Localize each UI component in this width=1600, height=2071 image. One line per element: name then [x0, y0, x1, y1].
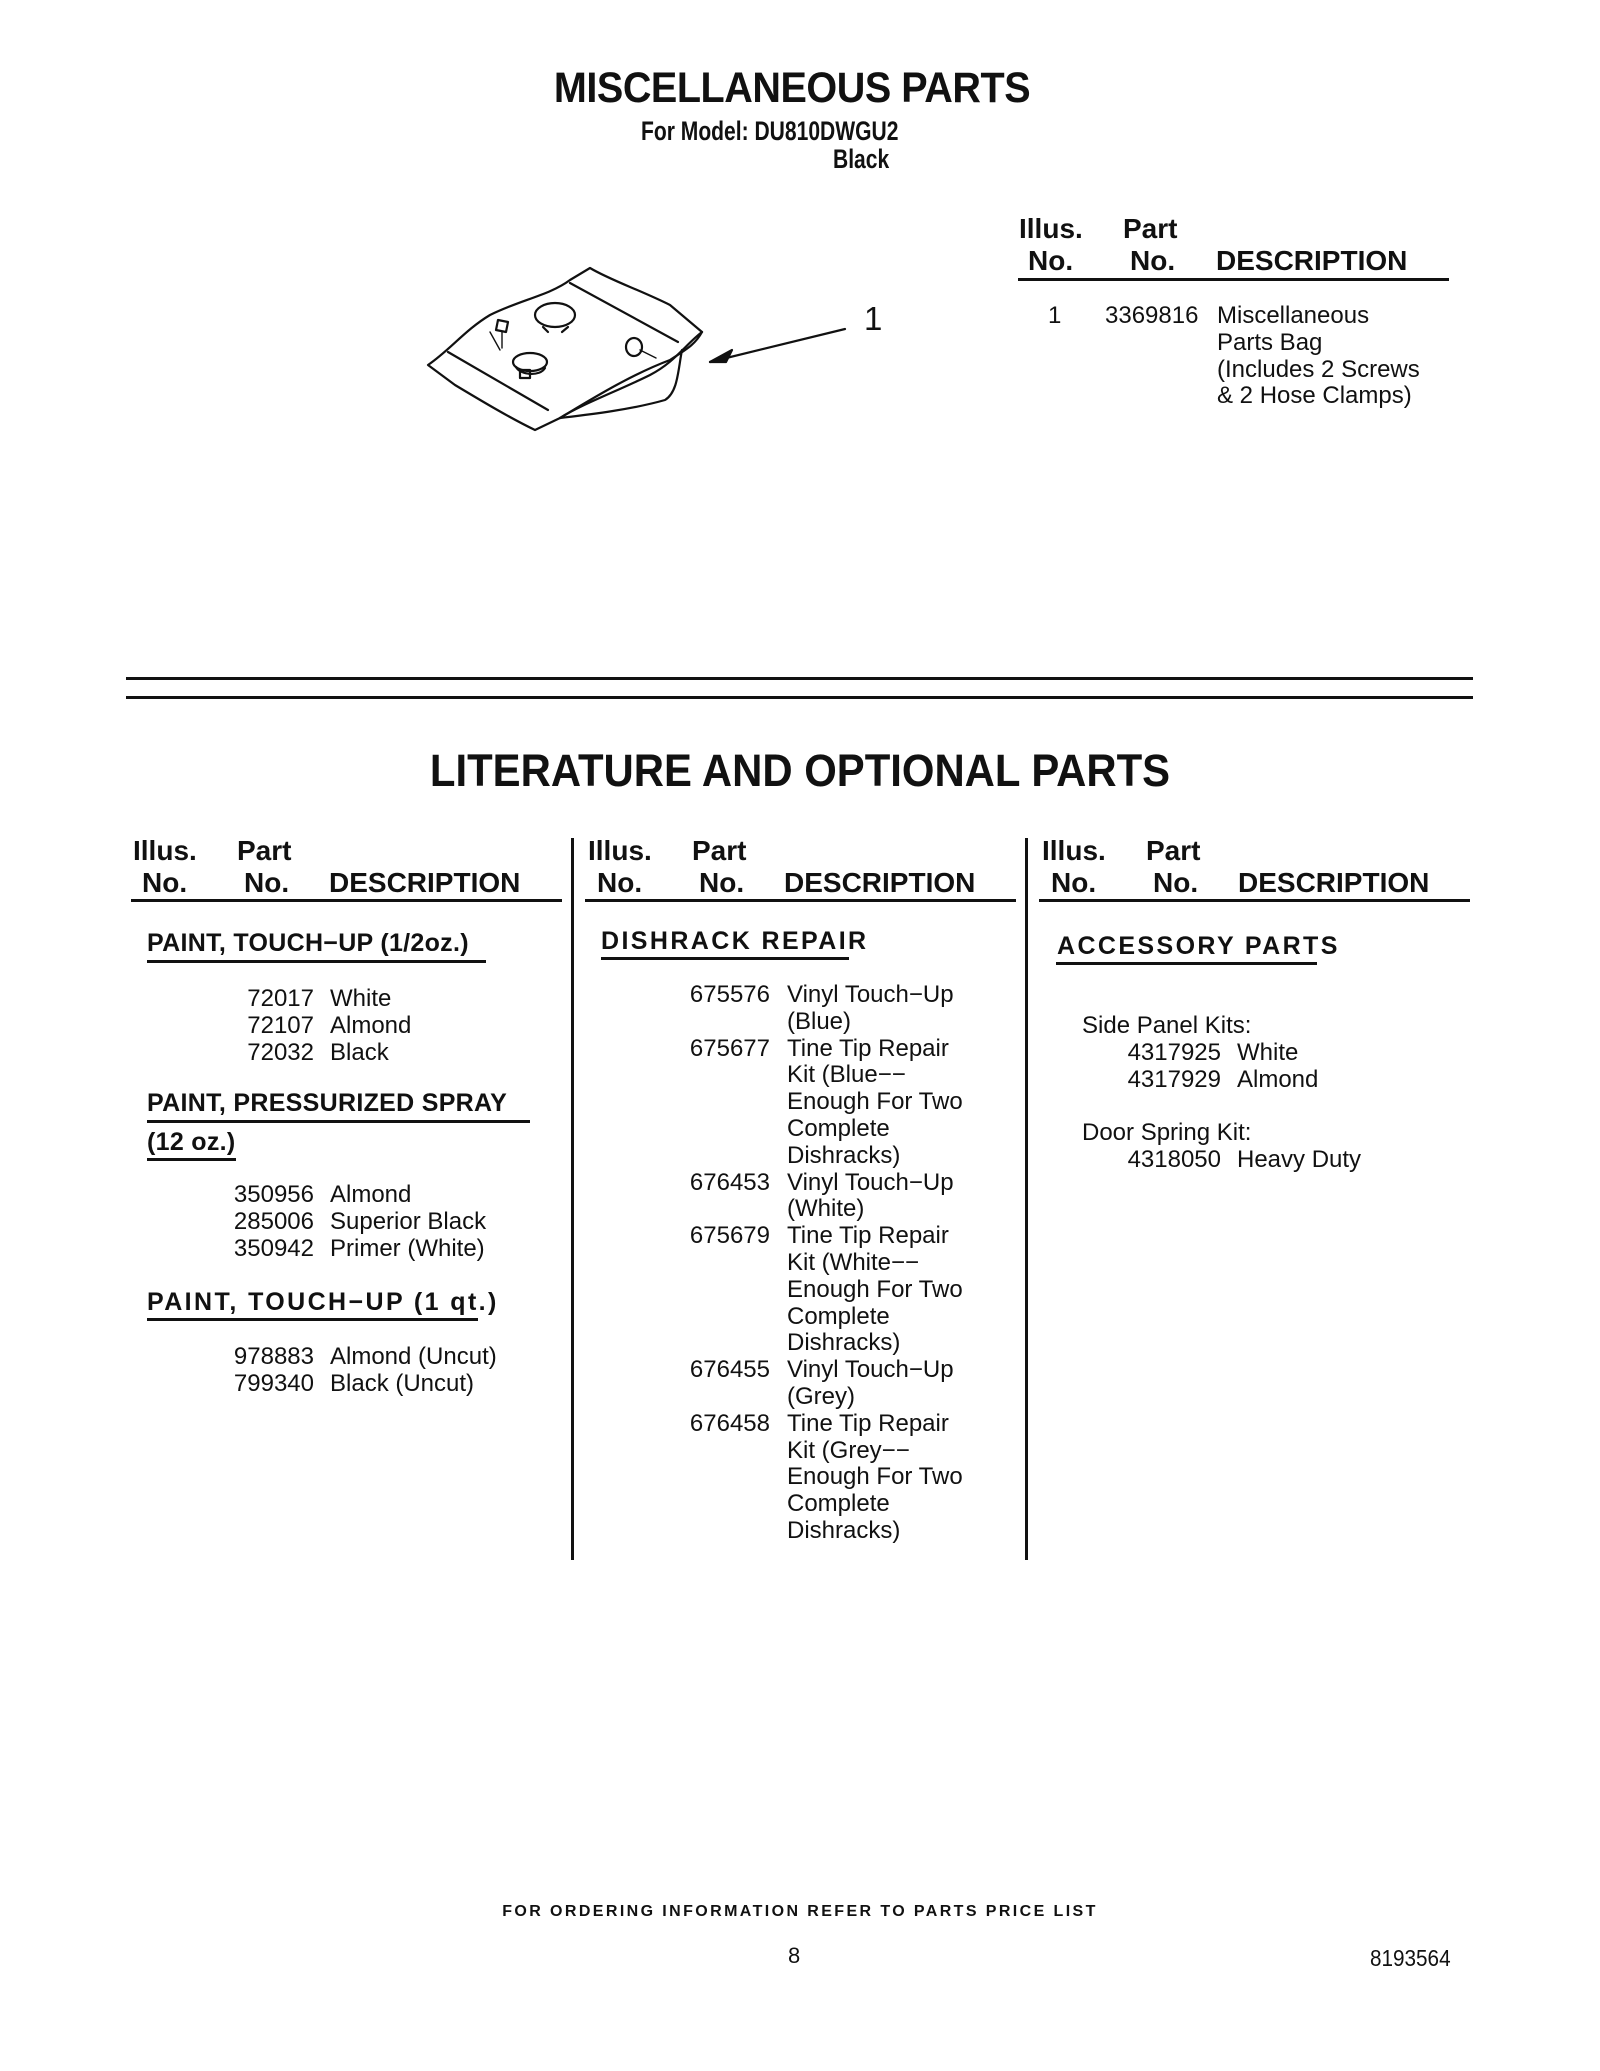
col-header-illus: Illus.	[133, 835, 197, 866]
col-header-illus: Illus.	[1019, 213, 1083, 244]
group-label-side-panel-kits: Side Panel Kits:	[1082, 1012, 1252, 1039]
part-description	[787, 1036, 963, 1170]
part-number: 676458	[689, 1409, 770, 1437]
part-number: 350956	[233, 1181, 314, 1208]
col-header-description: DESCRIPTION	[329, 867, 521, 898]
heading-underline	[147, 960, 486, 963]
part-number: 72017	[247, 985, 314, 1012]
description-line: Parts Bag	[1217, 328, 1323, 356]
part-number: 285006	[233, 1207, 314, 1235]
col-header-part: Part	[692, 835, 747, 866]
part-description	[787, 1223, 963, 1357]
part-number: 799340	[233, 1369, 314, 1397]
list-item	[228, 1344, 497, 1371]
misc-description	[1217, 303, 1420, 410]
description-line: Complete	[787, 1114, 890, 1142]
part-number: 676455	[689, 1356, 770, 1384]
col1-header-rule	[131, 899, 562, 902]
description-line: Vinyl Touch−Up	[787, 1168, 954, 1196]
model-color: Black	[833, 144, 890, 174]
parts-list-touchup-half-oz	[228, 986, 411, 1066]
list-item	[1125, 1067, 1318, 1094]
col-header-description: DESCRIPTION	[1216, 245, 1408, 276]
col2-header-rule	[585, 899, 1016, 902]
part-number: 4317929	[1127, 1065, 1221, 1093]
description-line: Kit (White−−	[787, 1248, 920, 1276]
col3-header-rule	[1039, 899, 1470, 902]
part-description	[787, 1170, 954, 1224]
description-line: Dishracks)	[787, 1141, 901, 1169]
part-number: 4317925	[1127, 1039, 1221, 1066]
col-header-illus: Illus.	[1042, 835, 1106, 866]
section-heading-touchup-half-oz: PAINT, TOUCH−UP (1/2oz.)	[147, 929, 469, 957]
ordering-note: FOR ORDERING INFORMATION REFER TO PARTS PRICE LIST	[502, 1903, 1098, 1920]
parts-bag-illustration	[410, 250, 900, 450]
section-heading-touchup-quart: PAINT, TOUCH−UP (1 qt.)	[147, 1288, 499, 1316]
parts-list-door-spring-kit	[1125, 1147, 1361, 1174]
description-line: Kit (Grey−−	[787, 1436, 910, 1464]
parts-list-touchup-quart	[228, 1344, 497, 1398]
list-item	[228, 986, 411, 1013]
description-line: (Includes 2 Screws	[1217, 355, 1420, 383]
part-description: White	[330, 985, 392, 1012]
parts-list-dishrack-repair	[674, 982, 963, 1545]
misc-part-no: 3369816	[1105, 302, 1199, 329]
description-line: Kit (Blue−−	[787, 1061, 906, 1089]
section-divider-bottom	[126, 696, 1473, 699]
description-line: (White)	[787, 1195, 865, 1223]
heading-underline	[147, 1120, 530, 1123]
heading-underline	[601, 957, 849, 960]
description-line: (Blue)	[787, 1007, 852, 1035]
heading-underline	[147, 1158, 236, 1161]
part-description: Black (Uncut)	[330, 1369, 475, 1397]
col-header-description: DESCRIPTION	[1238, 867, 1430, 898]
column-divider-1	[571, 838, 574, 1560]
list-item	[674, 1170, 963, 1224]
misc-header-rule	[1018, 278, 1449, 281]
description-line: Enough For Two	[787, 1275, 963, 1303]
description-line: Enough For Two	[787, 1463, 963, 1491]
heading-underline	[1056, 962, 1317, 965]
description-line: Complete	[787, 1490, 890, 1518]
col-header-part-no: No.	[244, 867, 290, 898]
part-description: Almond	[330, 1011, 412, 1039]
description-line: (Grey)	[787, 1382, 855, 1410]
group-label-door-spring-kit: Door Spring Kit:	[1082, 1119, 1252, 1146]
list-item	[674, 1357, 963, 1411]
col-header-illus-no: No.	[142, 867, 188, 898]
list-item	[1125, 1147, 1361, 1174]
list-item	[228, 1040, 411, 1067]
part-number: 676453	[689, 1168, 770, 1196]
section-heading-pressurized-spray: PAINT, PRESSURIZED SPRAY	[147, 1089, 508, 1117]
description-line: & 2 Hose Clamps)	[1217, 382, 1412, 410]
col-header-part-no: No.	[699, 867, 745, 898]
part-number: 72032	[247, 1038, 314, 1066]
col-header-illus-no: No.	[597, 867, 643, 898]
section-divider-top	[126, 677, 1473, 680]
section-heading-accessory-parts: ACCESSORY PARTS	[1057, 932, 1340, 960]
part-number: 978883	[233, 1343, 314, 1370]
part-description: Primer (White)	[330, 1234, 485, 1262]
literature-title: LITERATURE AND OPTIONAL PARTS	[429, 745, 1171, 796]
list-item	[228, 1182, 486, 1209]
parts-list-pressurized-spray	[228, 1182, 486, 1262]
col-header-part-no: No.	[1130, 245, 1176, 276]
col-header-part: Part	[1146, 835, 1201, 866]
part-description: White	[1237, 1039, 1299, 1066]
description-line: Enough For Two	[787, 1088, 963, 1116]
section-heading-dishrack-repair: DISHRACK REPAIR	[601, 927, 869, 955]
list-item	[228, 1236, 486, 1263]
heading-underline	[147, 1318, 478, 1321]
list-item	[228, 1209, 486, 1236]
page-number: 8	[788, 1943, 801, 1968]
part-number: 675576	[689, 981, 770, 1008]
parts-list-side-panel-kits	[1125, 1040, 1318, 1094]
col-header-illus-no: No.	[1051, 867, 1097, 898]
list-item	[1125, 1040, 1318, 1067]
description-line: Tine Tip Repair	[787, 1034, 949, 1062]
description-line: Vinyl Touch−Up	[787, 981, 954, 1008]
column-divider-2	[1025, 838, 1028, 1560]
list-item	[674, 1411, 963, 1545]
description-line: Complete	[787, 1302, 890, 1330]
callout-label: 1	[864, 300, 883, 337]
col-header-part: Part	[237, 835, 292, 866]
part-description	[787, 1411, 963, 1545]
section-heading-pressurized-spray-size: (12 oz.)	[147, 1128, 236, 1156]
list-item	[228, 1371, 497, 1398]
part-description	[787, 1357, 954, 1411]
part-description: Almond	[1237, 1065, 1319, 1093]
col-header-illus: Illus.	[588, 835, 652, 866]
part-number: 350942	[233, 1234, 314, 1262]
list-item	[674, 1223, 963, 1357]
col-header-part: Part	[1123, 213, 1178, 244]
part-number: 72107	[247, 1011, 314, 1039]
description-line: Miscellaneous	[1217, 302, 1370, 329]
part-number: 675679	[689, 1222, 770, 1250]
page-title: MISCELLANEOUS PARTS	[553, 64, 1031, 112]
description-line: Dishracks)	[787, 1329, 901, 1357]
part-number: 675677	[689, 1034, 770, 1062]
col-header-part-no: No.	[1153, 867, 1199, 898]
description-line: Tine Tip Repair	[787, 1409, 949, 1437]
part-description: Black	[330, 1038, 389, 1066]
description-line: Dishracks)	[787, 1516, 901, 1544]
list-item	[228, 1013, 411, 1040]
list-item	[674, 982, 963, 1036]
list-item	[674, 1036, 963, 1170]
part-description: Superior Black	[330, 1207, 487, 1235]
col-header-description: DESCRIPTION	[784, 867, 976, 898]
part-description: Almond	[330, 1181, 412, 1208]
misc-illus-no: 1	[1048, 302, 1062, 329]
description-line: Tine Tip Repair	[787, 1222, 949, 1250]
part-description: Almond (Uncut)	[330, 1343, 497, 1370]
col-header-illus-no: No.	[1028, 245, 1074, 276]
description-line: Vinyl Touch−Up	[787, 1356, 954, 1384]
part-description	[787, 982, 954, 1036]
part-number: 4318050	[1127, 1146, 1221, 1173]
part-description: Heavy Duty	[1237, 1146, 1362, 1173]
model-line: For Model: DU810DWGU2	[641, 116, 899, 146]
document-number: 8193564	[1370, 1945, 1451, 1971]
